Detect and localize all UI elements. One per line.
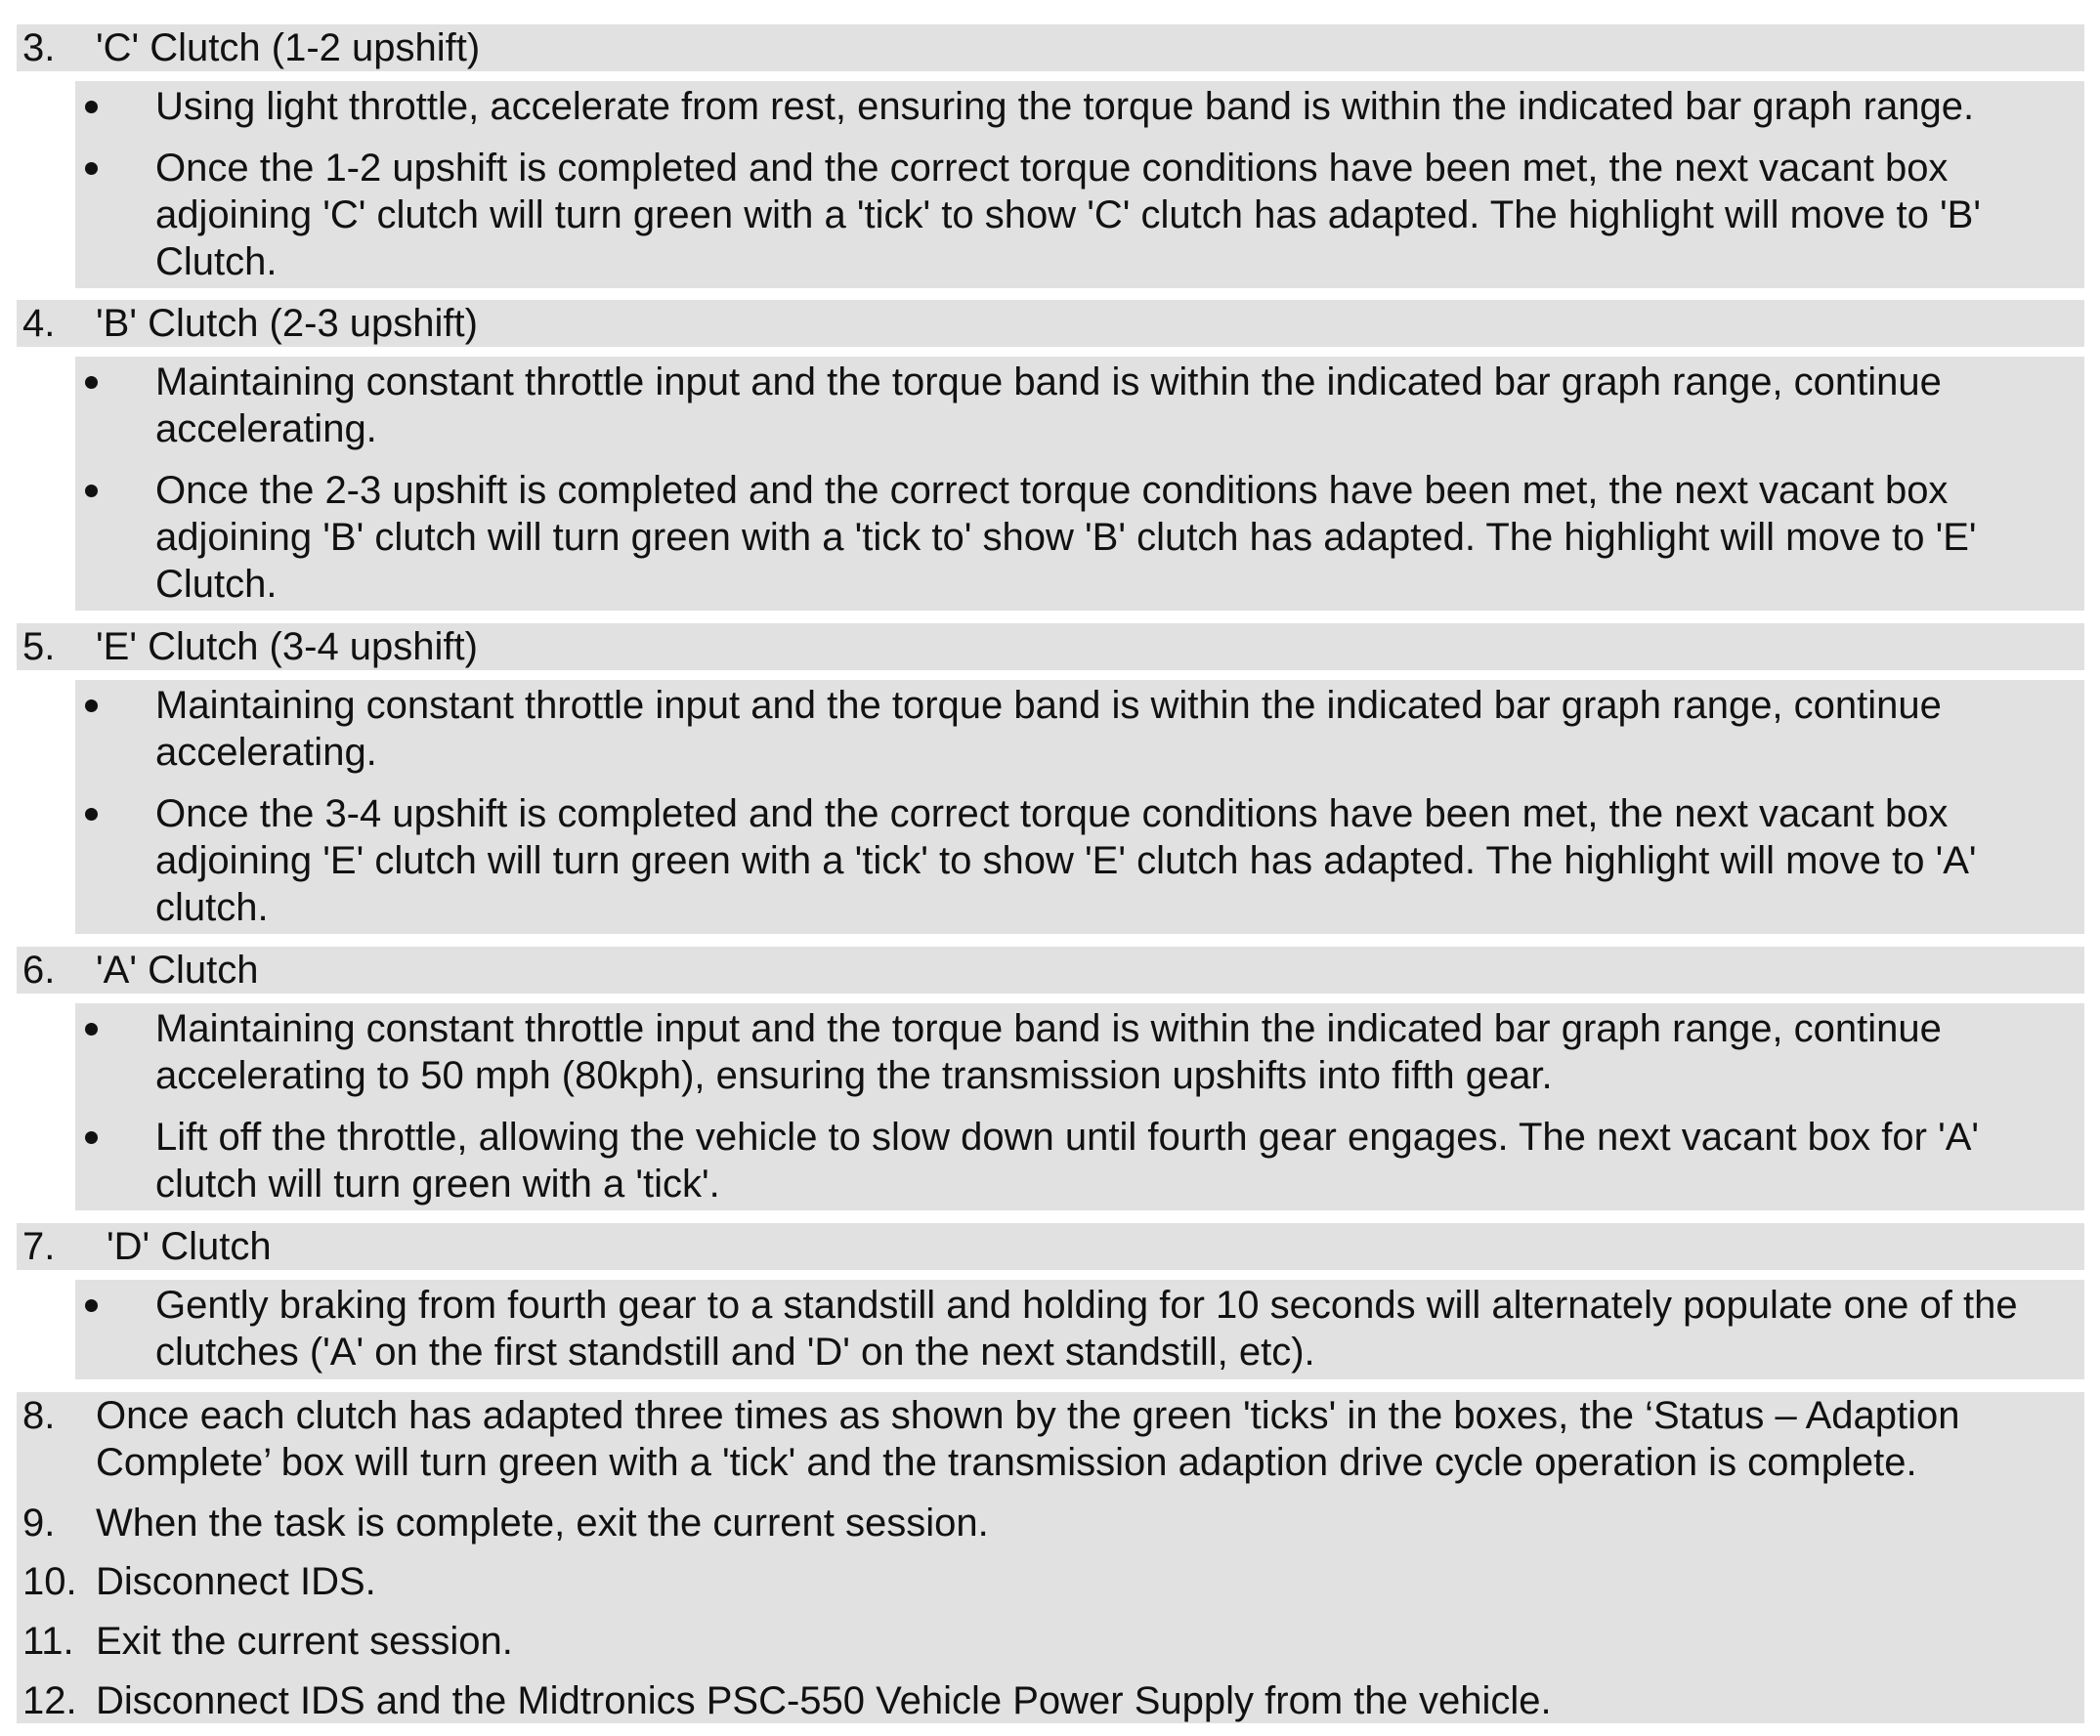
step-text: Once each clutch has adapted three times as shown by the green 'ticks' in the boxes, the ‘Status – Adaption Complete’ box will turn green with a 'tick' and the transmission adaption drive cycle operation is complete.	[96, 1394, 1960, 1484]
step-number: 12.	[22, 1679, 77, 1722]
step-text: Disconnect IDS and the Midtronics PSC-550 Vehicle Power Supply from the vehicle.	[96, 1679, 1552, 1722]
bullet-icon	[85, 1299, 98, 1312]
bullet-icon	[85, 1023, 98, 1036]
bullet-text: Once the 3-4 upshift is completed and the correct torque conditions have been met, the next vacant box adjoining 'E' clutch will turn green with a 'tick' to show 'E' clutch has adapted. The highlight will move to 'A' clutch.	[155, 792, 1977, 929]
step-number: 5.	[22, 625, 56, 668]
bullet-icon	[85, 485, 98, 497]
bullet-list	[75, 81, 2084, 288]
bullet-text: Maintaining constant throttle input and the torque band is within the indicated bar graph range, continue accelerating to 50 mph (80kph), ensuring the transmission upshifts into fifth gear.	[155, 1007, 1942, 1097]
bullet-text: Maintaining constant throttle input and the torque band is within the indicated bar graph range, continue accelerating.	[155, 684, 1942, 774]
step-number: 4.	[22, 302, 56, 345]
step-heading	[17, 947, 2084, 994]
bullet-text: Maintaining constant throttle input and the torque band is within the indicated bar graph range, continue accelerating.	[155, 360, 1942, 450]
step-text: Disconnect IDS.	[96, 1560, 376, 1603]
step-number: 9.	[22, 1502, 56, 1545]
step-title: 'B' Clutch (2-3 upshift)	[96, 302, 478, 345]
bullet-text: Gently braking from fourth gear to a standstill and holding for 10 seconds will alternately populate one of the clutches ('A' on the first standstill and 'D' on the next standstill, etc).	[155, 1284, 2018, 1374]
step-number: 10.	[22, 1560, 77, 1603]
bullet-icon	[85, 376, 98, 389]
step-text: Exit the current session.	[96, 1620, 513, 1663]
bullet-icon	[85, 1131, 98, 1144]
step-number: 6.	[22, 949, 56, 992]
step-heading	[17, 1223, 2084, 1270]
bullet-icon	[85, 162, 98, 175]
step-heading	[17, 623, 2084, 670]
bullet-text: Once the 1-2 upshift is completed and the correct torque conditions have been met, the next vacant box adjoining 'C' clutch will turn green with a 'tick' to show 'C' clutch has adapted. The highlight will move to 'B' Clutch.	[155, 147, 1981, 283]
bullet-list	[75, 680, 2084, 934]
step-title: 'C' Clutch (1-2 upshift)	[96, 26, 481, 69]
step-number: 3.	[22, 26, 56, 69]
bullet-text: Lift off the throttle, allowing the vehicle to slow down until fourth gear engages. The next vacant box for 'A' clutch will turn green with a 'tick'.	[155, 1116, 1980, 1206]
bullet-icon	[85, 101, 98, 113]
step-number: 11.	[22, 1620, 74, 1663]
step-number: 8.	[22, 1394, 56, 1437]
step-title: 'E' Clutch (3-4 upshift)	[96, 625, 478, 668]
bullet-icon	[85, 699, 98, 712]
step-heading	[17, 300, 2084, 347]
bullet-list	[75, 1003, 2084, 1210]
final-steps-list	[17, 1392, 2084, 1723]
bullet-list	[75, 1280, 2084, 1379]
bullet-icon	[85, 808, 98, 821]
bullet-list	[75, 357, 2084, 611]
step-number: 7.	[22, 1225, 56, 1268]
bullet-text: Once the 2-3 upshift is completed and the correct torque conditions have been met, the next vacant box adjoining 'B' clutch will turn green with a 'tick to' show 'B' clutch has adapted. The highlight will move to 'E' Clutch.	[155, 469, 1977, 606]
step-title: 'A' Clutch	[96, 949, 259, 992]
step-text: When the task is complete, exit the current session.	[96, 1502, 989, 1545]
step-title: 'D' Clutch	[107, 1225, 272, 1268]
bullet-text: Using light throttle, accelerate from rest, ensuring the torque band is within the indicated bar graph range.	[155, 85, 1975, 128]
step-heading	[17, 24, 2084, 71]
